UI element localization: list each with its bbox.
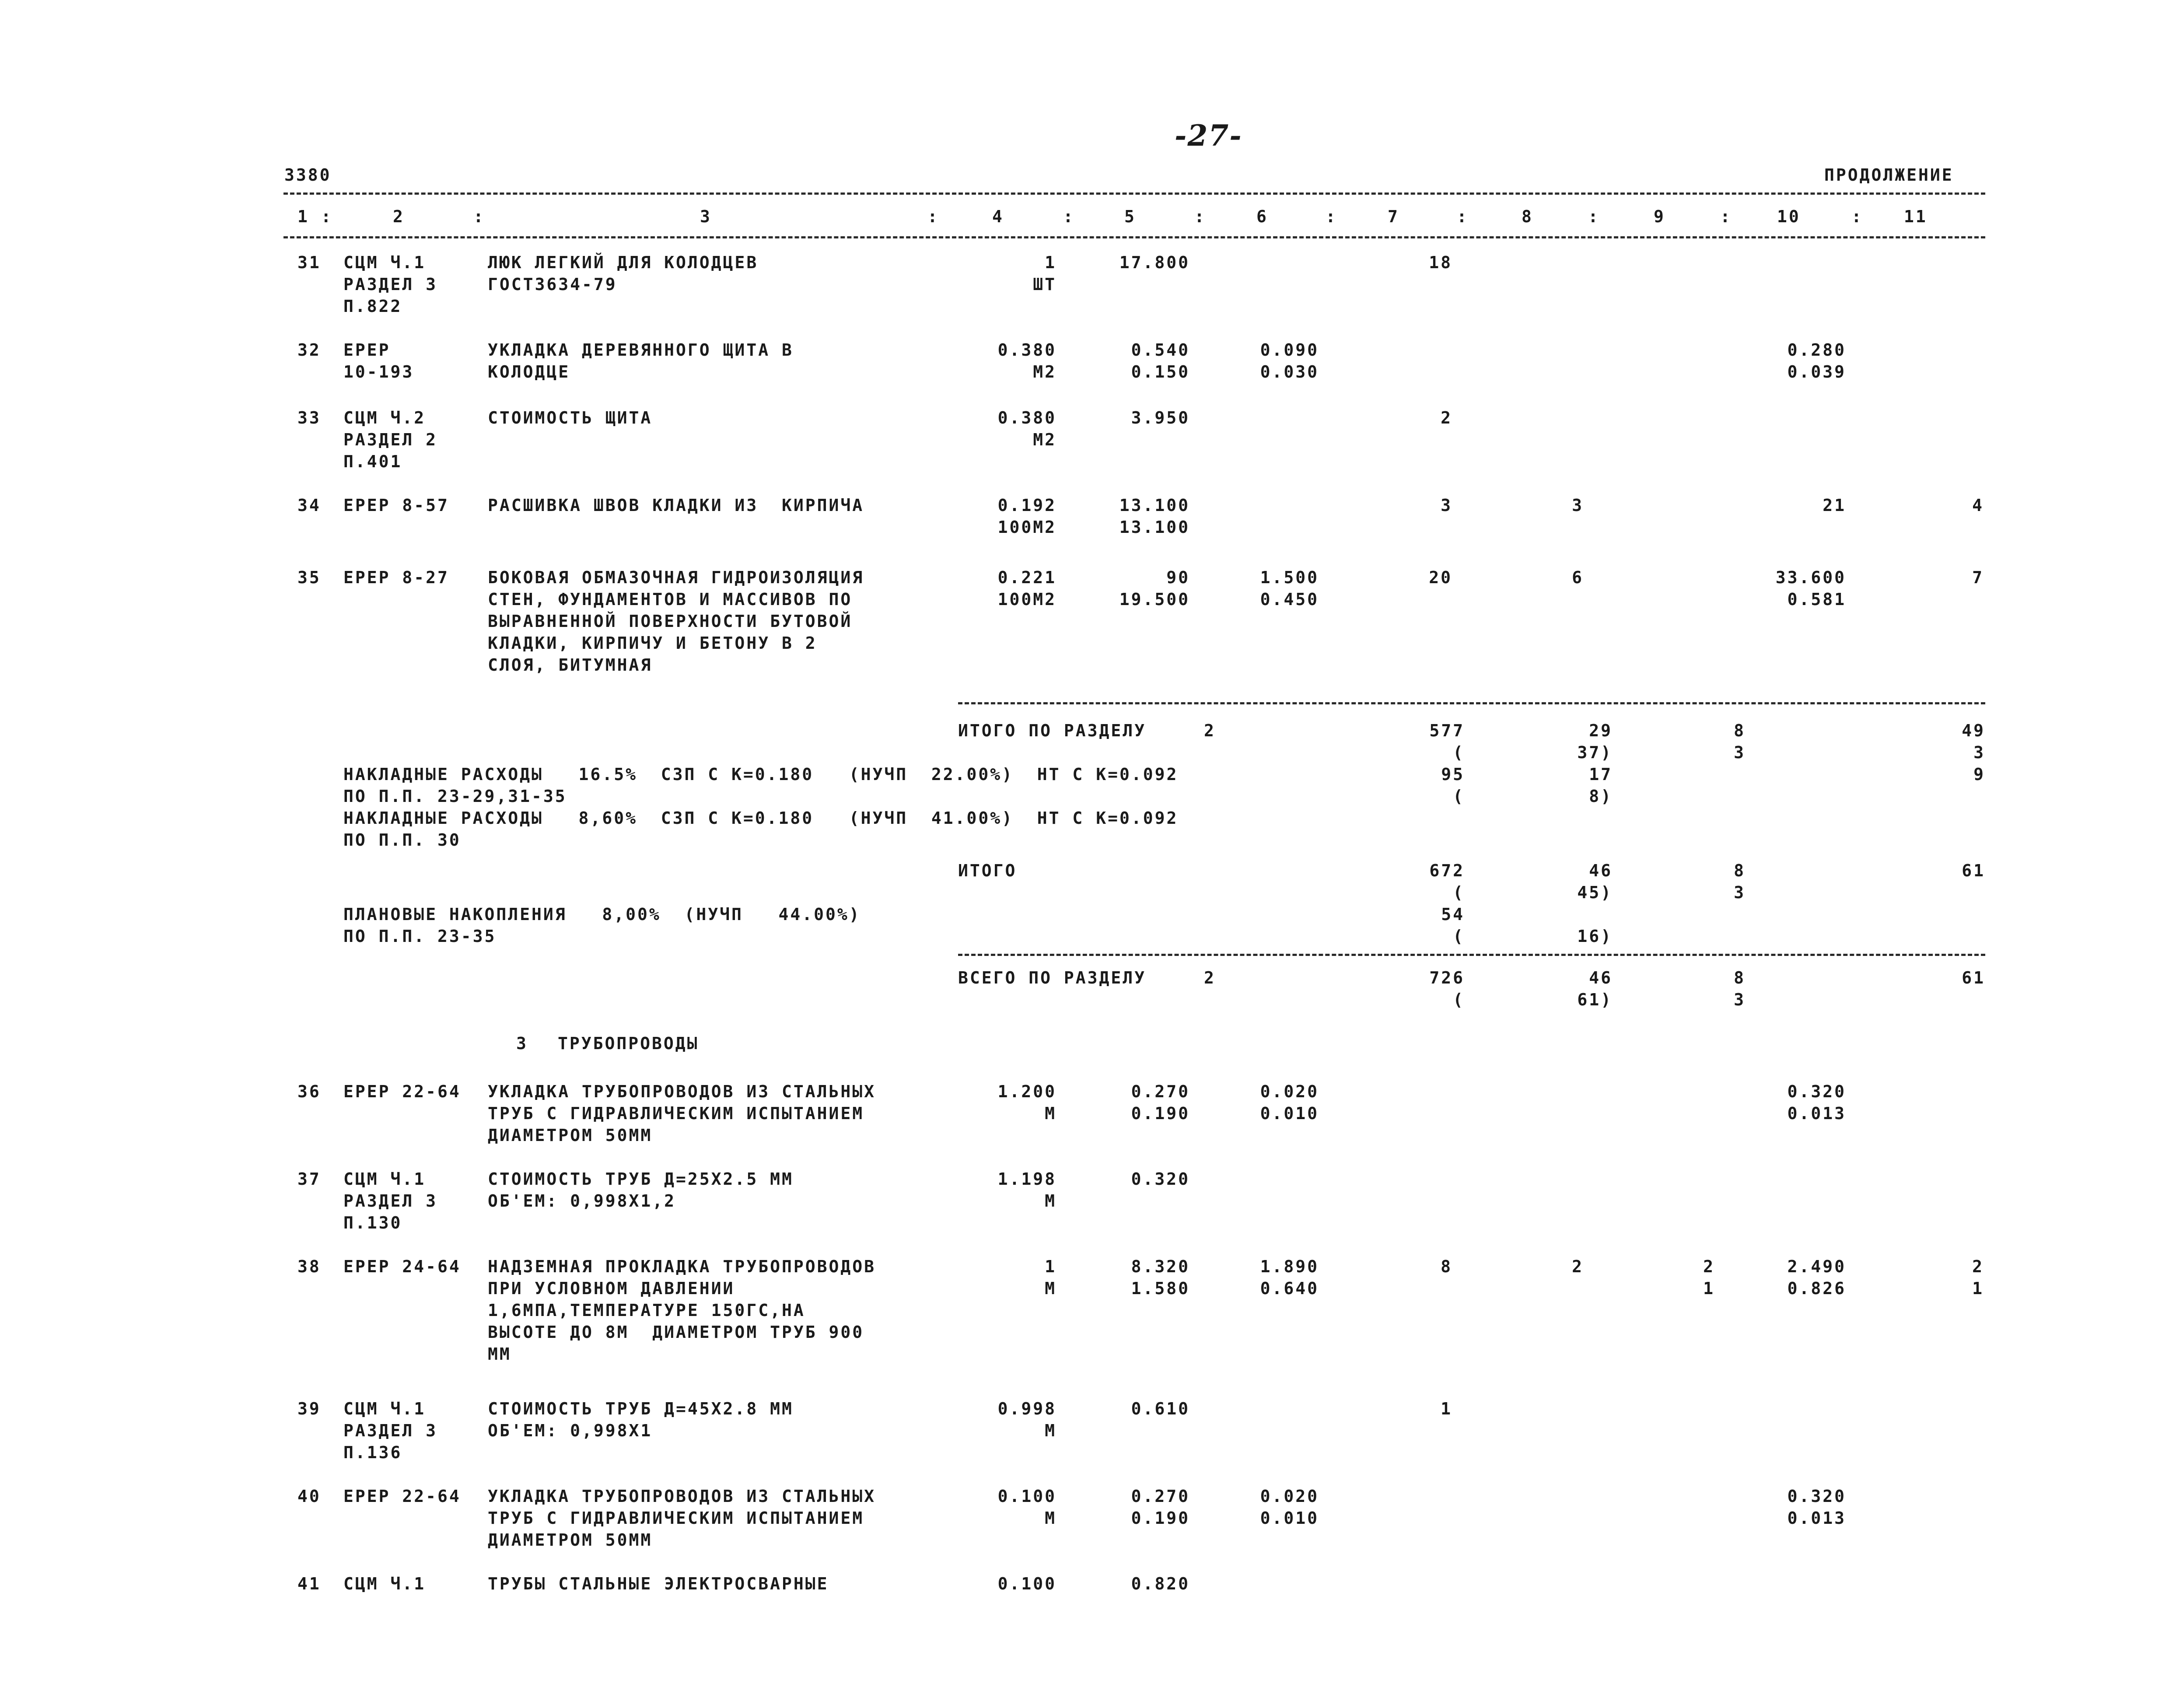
value-col4: М [1045, 1421, 1057, 1440]
value-col4: 0.221 [997, 568, 1057, 587]
row-code: 10-193 [343, 362, 414, 382]
value-col8: 45) [1577, 883, 1613, 902]
value-col4: 0.380 [997, 340, 1057, 360]
row-code: ЕРЕР 22-64 [343, 1082, 461, 1101]
row-code: П.136 [343, 1443, 402, 1462]
value-col4: М2 [1033, 430, 1057, 449]
continuation-label: ПРОДОЛЖЕНИЕ [1824, 165, 1954, 185]
row-description: НАДЗЕМНАЯ ПРОКЛАДКА ТРУБОПРОВОДОВ [488, 1257, 876, 1276]
value-col4: М [1045, 1191, 1057, 1211]
col-header: 3 [700, 207, 712, 226]
value-col11: 49 [1962, 721, 1985, 740]
section-title: ТРУБОПРОВОДЫ [558, 1034, 699, 1053]
value-col8: 46 [1589, 968, 1613, 987]
row-number: 31 [297, 253, 321, 272]
row-code: ЕРЕР 24-64 [343, 1257, 461, 1276]
row-code: ЕРЕР 22-64 [343, 1487, 461, 1506]
value-col5: 0.270 [1131, 1082, 1190, 1101]
value-col8: 6 [1572, 568, 1584, 587]
value-col4: 0.380 [997, 408, 1057, 427]
row-description: 1,6МПА,ТЕМПЕРАТУРЕ 150ГС,НА [488, 1301, 805, 1320]
row-code: СЦМ Ч.2 [343, 408, 426, 427]
value-col6: 1.890 [1260, 1257, 1319, 1276]
document-code: 3380 [284, 165, 332, 185]
subtotal-label: ИТОГО [958, 861, 1017, 880]
value-col9: 8 [1734, 861, 1746, 880]
grand-total-label: ВСЕГО ПО РАЗДЕЛУ [958, 968, 1147, 987]
row-description: ТРУБ С ГИДРАВЛИЧЕСКИМ ИСПЫТАНИЕМ [488, 1508, 864, 1528]
value-col6: 0.640 [1260, 1279, 1319, 1298]
value-col6: 0.030 [1260, 362, 1319, 382]
col-header: 1 : [297, 207, 333, 226]
row-description: КЛАДКИ, КИРПИЧУ И БЕТОНУ В 2 [488, 634, 817, 653]
value-col4: 1 [1045, 253, 1057, 272]
value-col9: 8 [1734, 968, 1746, 987]
value-col6: 0.010 [1260, 1104, 1319, 1123]
value-col8: 2 [1572, 1257, 1584, 1276]
row-code: ЕРЕР 8-57 [343, 496, 449, 515]
row-number: 39 [297, 1399, 321, 1418]
row-description: ДИАМЕТРОМ 50ММ [488, 1126, 653, 1145]
col-header: 8 [1522, 207, 1533, 226]
value-col7: 577 [1429, 721, 1465, 740]
value-col9: 8 [1734, 721, 1746, 740]
value-col8: 61) [1577, 990, 1613, 1009]
value-col5: 0.190 [1131, 1508, 1190, 1528]
row-description: ТРУБ С ГИДРАВЛИЧЕСКИМ ИСПЫТАНИЕМ [488, 1104, 864, 1123]
value-col5: 0.820 [1131, 1574, 1190, 1593]
value-col9: 3 [1734, 743, 1746, 762]
col-separator: : [1194, 207, 1206, 226]
value-col11: 61 [1962, 861, 1985, 880]
value-col10: 0.280 [1787, 340, 1846, 360]
row-description: КОЛОДЦЕ [488, 362, 570, 382]
value-col4: М2 [1033, 362, 1057, 382]
value-col7: 54 [1441, 905, 1465, 924]
value-col7: 18 [1429, 253, 1452, 272]
col-header: 11 [1904, 207, 1928, 226]
value-col11: 3 [1973, 743, 1985, 762]
row-description: УКЛАДКА ТРУБОПРОВОДОВ ИЗ СТАЛЬНЫХ [488, 1082, 876, 1101]
value-col7: 20 [1429, 568, 1452, 587]
row-description: УКЛАДКА ТРУБОПРОВОДОВ ИЗ СТАЛЬНЫХ [488, 1487, 876, 1506]
value-col5: 0.540 [1131, 340, 1190, 360]
value-col4: 1.198 [997, 1169, 1057, 1189]
overhead-line: НАКЛАДНЫЕ РАСХОДЫ 16.5% СЗП С К=0.180 (НУЧП 22.00%) НТ С К=0.092 [343, 765, 1179, 784]
page-number: -27- [1175, 119, 1242, 153]
col-separator: : [927, 207, 939, 226]
value-col11: 7 [1972, 568, 1984, 587]
row-number: 36 [297, 1082, 321, 1101]
row-code: П.401 [343, 452, 402, 471]
overhead-basis: ПО П.П. 30 [343, 830, 461, 850]
value-col11: 1 [1972, 1279, 1984, 1298]
col-separator: : [473, 207, 485, 226]
value-col7: 8 [1441, 1257, 1452, 1276]
row-description: СЛОЯ, БИТУМНАЯ [488, 655, 653, 675]
row-code: РАЗДЕЛ 2 [343, 430, 438, 449]
row-description: УКЛАДКА ДЕРЕВЯННОГО ЩИТА В [488, 340, 794, 360]
value-col5: 0.190 [1131, 1104, 1190, 1123]
col-separator: : [1457, 207, 1469, 226]
value-col5: 0.610 [1131, 1399, 1190, 1418]
value-col4: М [1045, 1104, 1057, 1123]
row-description: ДИАМЕТРОМ 50ММ [488, 1530, 653, 1550]
value-col9: 1 [1703, 1279, 1715, 1298]
value-col5: 13.100 [1119, 518, 1190, 537]
value-col4: 1 [1045, 1257, 1057, 1276]
value-col5: 0.150 [1131, 362, 1190, 382]
row-number: 32 [297, 340, 321, 360]
value-col4: М [1045, 1279, 1057, 1298]
value-col7: ( [1453, 787, 1465, 806]
row-code: П.822 [343, 297, 402, 316]
value-col7: ( [1453, 990, 1465, 1009]
row-description: РАСШИВКА ШВОВ КЛАДКИ ИЗ КИРПИЧА [488, 496, 864, 515]
section-total-label: ИТОГО ПО РАЗДЕЛУ [958, 721, 1147, 740]
value-col7: 2 [1441, 408, 1452, 427]
value-col4: 0.192 [997, 496, 1057, 515]
value-col10: 0.320 [1787, 1487, 1846, 1506]
value-col7: ( [1453, 743, 1465, 762]
row-code: П.130 [343, 1213, 402, 1232]
value-col4: 0.100 [997, 1487, 1057, 1506]
value-col8: 37) [1577, 743, 1613, 762]
value-col9: 3 [1734, 883, 1746, 902]
value-col8: 46 [1589, 861, 1613, 880]
col-separator: : [1588, 207, 1600, 226]
row-code: ЕРЕР 8-27 [343, 568, 449, 587]
value-col11: 4 [1972, 496, 1984, 515]
row-description: ПРИ УСЛОВНОМ ДАВЛЕНИИ [488, 1279, 735, 1298]
row-description: СТОИМОСТЬ ТРУБ Д=25Х2.5 ММ [488, 1169, 794, 1189]
value-col6: 1.500 [1260, 568, 1319, 587]
value-col9: 2 [1703, 1257, 1715, 1276]
row-description: ММ [488, 1344, 511, 1364]
planned-savings-basis: ПО П.П. 23-35 [343, 927, 497, 946]
row-code: РАЗДЕЛ 3 [343, 275, 438, 294]
value-col11: 2 [1972, 1257, 1984, 1276]
value-col11: 9 [1973, 765, 1985, 784]
value-col5: 90 [1166, 568, 1190, 587]
value-col5: 3.950 [1131, 408, 1190, 427]
row-description: ВЫСОТЕ ДО 8М ДИАМЕТРОМ ТРУБ 900 [488, 1323, 864, 1342]
value-col5: 17.800 [1119, 253, 1190, 272]
row-description: ТРУБЫ СТАЛЬНЫЕ ЭЛЕКТРОСВАРНЫЕ [488, 1574, 829, 1593]
col-separator: : [1063, 207, 1075, 226]
value-col10: 33.600 [1775, 568, 1846, 587]
planned-savings-line: ПЛАНОВЫЕ НАКОПЛЕНИЯ 8,00% (НУЧП 44.00%) [343, 905, 861, 924]
value-col7: 95 [1441, 765, 1465, 784]
value-col7: ( [1453, 927, 1465, 946]
value-col6: 0.020 [1260, 1487, 1319, 1506]
value-col4: 1.200 [997, 1082, 1057, 1101]
value-col6: 0.090 [1260, 340, 1319, 360]
value-col6: 0.020 [1260, 1082, 1319, 1101]
value-col4: ШТ [1033, 275, 1057, 294]
row-description: СТОИМОСТЬ ТРУБ Д=45Х2.8 ММ [488, 1399, 794, 1418]
value-col9: 3 [1734, 990, 1746, 1009]
value-col5: 0.270 [1131, 1487, 1190, 1506]
row-description: ГОСТ3634-79 [488, 275, 617, 294]
row-description: ЛЮК ЛЕГКИЙ ДЛЯ КОЛОДЦЕВ [488, 253, 759, 272]
value-col6: 0.010 [1260, 1508, 1319, 1528]
row-number: 38 [297, 1257, 321, 1276]
row-code: СЦМ Ч.1 [343, 1574, 426, 1593]
row-code: РАЗДЕЛ 3 [343, 1421, 438, 1440]
value-col4: 0.100 [997, 1574, 1057, 1593]
value-col10: 0.013 [1787, 1508, 1846, 1528]
row-description: ВЫРАВНЕННОЙ ПОВЕРХНОСТИ БУТОВОЙ [488, 612, 853, 631]
value-col10: 0.013 [1787, 1104, 1846, 1123]
col-separator: : [1720, 207, 1732, 226]
value-col8: 17 [1589, 765, 1613, 784]
col-header: 4 [992, 207, 1004, 226]
row-description: ОБ'ЕМ: 0,998Х1,2 [488, 1191, 676, 1211]
value-col5: 1.580 [1131, 1279, 1190, 1298]
overhead-basis: ПО П.П. 23-29,31-35 [343, 787, 567, 806]
value-col7: ( [1453, 883, 1465, 902]
value-col8: 3 [1572, 496, 1584, 515]
value-col11: 61 [1962, 968, 1985, 987]
value-col7: 1 [1441, 1399, 1452, 1418]
totals-divider-bottom [958, 954, 1985, 956]
section-number: 3 [516, 1034, 528, 1053]
row-number: 40 [297, 1487, 321, 1506]
section-total-number: 2 [1204, 721, 1216, 740]
value-col5: 19.500 [1119, 590, 1190, 609]
row-number: 41 [297, 1574, 321, 1593]
value-col7: 726 [1429, 968, 1465, 987]
row-description: БОКОВАЯ ОБМАЗОЧНАЯ ГИДРОИЗОЛЯЦИЯ [488, 568, 864, 587]
col-header: 9 [1654, 207, 1665, 226]
row-number: 35 [297, 568, 321, 587]
value-col10: 2.490 [1787, 1257, 1846, 1276]
value-col8: 29 [1589, 721, 1613, 740]
row-description: СТЕН, ФУНДАМЕНТОВ И МАССИВОВ ПО [488, 590, 853, 609]
row-number: 37 [297, 1169, 321, 1189]
row-code: ЕРЕР [343, 340, 391, 360]
col-separator: : [1851, 207, 1863, 226]
row-code: СЦМ Ч.1 [343, 1169, 426, 1189]
row-description: ОБ'ЕМ: 0,998Х1 [488, 1421, 653, 1440]
value-col4: 0.998 [997, 1399, 1057, 1418]
col-header: 5 [1124, 207, 1136, 226]
grand-total-number: 2 [1204, 968, 1216, 987]
value-col8: 16) [1577, 927, 1613, 946]
totals-divider-top [958, 702, 1985, 704]
value-col10: 0.320 [1787, 1082, 1846, 1101]
row-description: СТОИМОСТЬ ЩИТА [488, 408, 653, 427]
value-col7: 672 [1429, 861, 1465, 880]
col-header: 10 [1777, 207, 1801, 226]
header-divider-top [283, 192, 1985, 195]
row-code: РАЗДЕЛ 3 [343, 1191, 438, 1211]
row-code: СЦМ Ч.1 [343, 1399, 426, 1418]
value-col10: 0.826 [1787, 1279, 1846, 1298]
row-number: 33 [297, 408, 321, 427]
row-number: 34 [297, 496, 321, 515]
row-code: СЦМ Ч.1 [343, 253, 426, 272]
value-col10: 21 [1823, 496, 1846, 515]
value-col10: 0.039 [1787, 362, 1846, 382]
value-col10: 0.581 [1787, 590, 1846, 609]
header-divider-bottom [283, 236, 1985, 238]
value-col4: 100М2 [997, 518, 1057, 537]
value-col6: 0.450 [1260, 590, 1319, 609]
col-header: 6 [1256, 207, 1268, 226]
col-header: 7 [1388, 207, 1399, 226]
value-col4: М [1045, 1508, 1057, 1528]
col-separator: : [1326, 207, 1337, 226]
value-col5: 8.320 [1131, 1257, 1190, 1276]
value-col4: 100М2 [997, 590, 1057, 609]
value-col5: 13.100 [1119, 496, 1190, 515]
value-col5: 0.320 [1131, 1169, 1190, 1189]
col-header: 2 [393, 207, 405, 226]
overhead-line: НАКЛАДНЫЕ РАСХОДЫ 8,60% СЗП С К=0.180 (НУЧП 41.00%) НТ С К=0.092 [343, 808, 1179, 828]
value-col7: 3 [1441, 496, 1452, 515]
value-col8: 8) [1589, 787, 1613, 806]
